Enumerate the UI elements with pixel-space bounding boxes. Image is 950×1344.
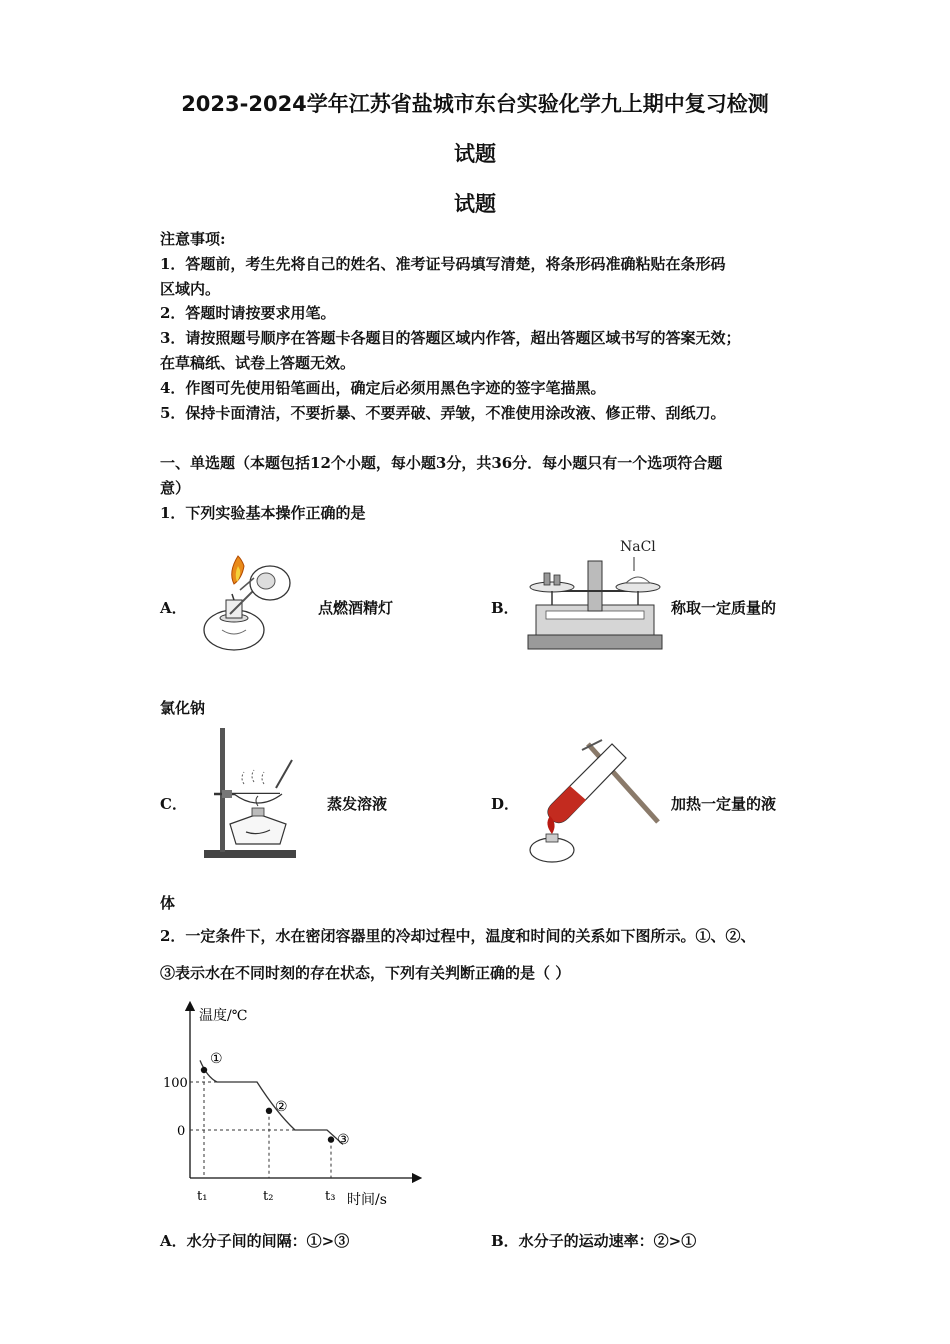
notice-item: 3．请按照题号顺序在答题卡各题目的答题区域内作答，超出答题区域书写的答案无效； [160,329,741,347]
q2-stem-line2: ③表示水在不同时刻的存在状态，下列有关判断正确的是（ ） [160,964,571,982]
x-tick-label-t3: t₃ [325,1189,336,1204]
point-label-2: ② [275,1099,288,1115]
q1-option-a-label: A． [160,599,187,617]
nacl-label: NaCl [620,539,656,555]
section-heading: 一、单选题（本题包括12个小题，每小题3分，共36分．每小题只有一个选项符合题 [160,454,723,472]
q1-option-d-label: D． [491,795,520,813]
y-axis-label: 温度/℃ [199,1008,248,1024]
notice-item: 4．作图可先使用铅笔画出，确定后必须用黑色字迹的签字笔描黑。 [160,379,606,397]
q1-option-c-caption: 蒸发溶液 [327,795,388,813]
doc-title-line1: 2023-2024学年江苏省盐城市东台实验化学九上期中复习检测 [181,92,769,116]
q1-option-b-label: B． [491,599,519,617]
heating-liquid-illustration [522,738,662,866]
notice-heading: 注意事项: [160,230,226,248]
section-heading-cont: 意） [160,479,191,497]
x-tick-label-t1: t₁ [197,1189,208,1204]
q2-stem-line1: 2．一定条件下，水在密闭容器里的冷却过程中，温度和时间的关系如下图所示。①、②、 [160,927,756,945]
x-tick-label-t2: t₂ [263,1189,274,1204]
data-point-3 [328,1136,334,1142]
q1-option-d-caption: 加热一定量的液 [671,795,777,813]
q2-option-b: B．水分子的运动速率：②>① [491,1232,697,1250]
x-axis-label: 时间/s [347,1192,387,1208]
alcohol-lamp-lighting-illustration [200,548,300,658]
evaporation-illustration [200,724,300,864]
y-tick-label-100: 100 [163,1076,188,1091]
data-point-1 [201,1067,207,1073]
q1-option-d-caption-cont: 体 [160,894,176,912]
q1-option-c-label: C． [160,795,187,813]
point-label-1: ① [210,1051,223,1067]
notice-item: 1．答题前，考生先将自己的姓名、准考证号码填写清楚，将条形码准确粘贴在条形码 [160,255,726,273]
notice-item: 区域内。 [160,280,221,298]
temperature-time-chart [155,998,435,1212]
q2-option-a: A．水分子间的间隔：①>③ [160,1232,350,1250]
doc-title-line3: 试题 [454,192,496,216]
q1-option-a-caption: 点燃酒精灯 [318,599,394,617]
cooling-curve [200,1060,343,1144]
doc-title-line2: 试题 [454,142,496,166]
y-tick-label-0: 0 [177,1124,186,1139]
notice-item: 5．保持卡面清洁，不要折暴、不要弄破、弄皱，不准使用涂改液、修正带、刮纸刀。 [160,404,726,422]
q1-stem: 1．下列实验基本操作正确的是 [160,504,366,522]
data-point-2 [266,1108,272,1114]
q1-option-b-caption-cont: 氯化钠 [160,699,206,717]
notice-item: 2．答题时请按要求用笔。 [160,304,336,322]
q1-option-b-caption: 称取一定质量的 [671,599,777,617]
notice-item: 在草稿纸、试卷上答题无效。 [160,354,356,372]
balance-weighing-illustration [522,535,667,653]
point-label-3: ③ [337,1132,350,1148]
